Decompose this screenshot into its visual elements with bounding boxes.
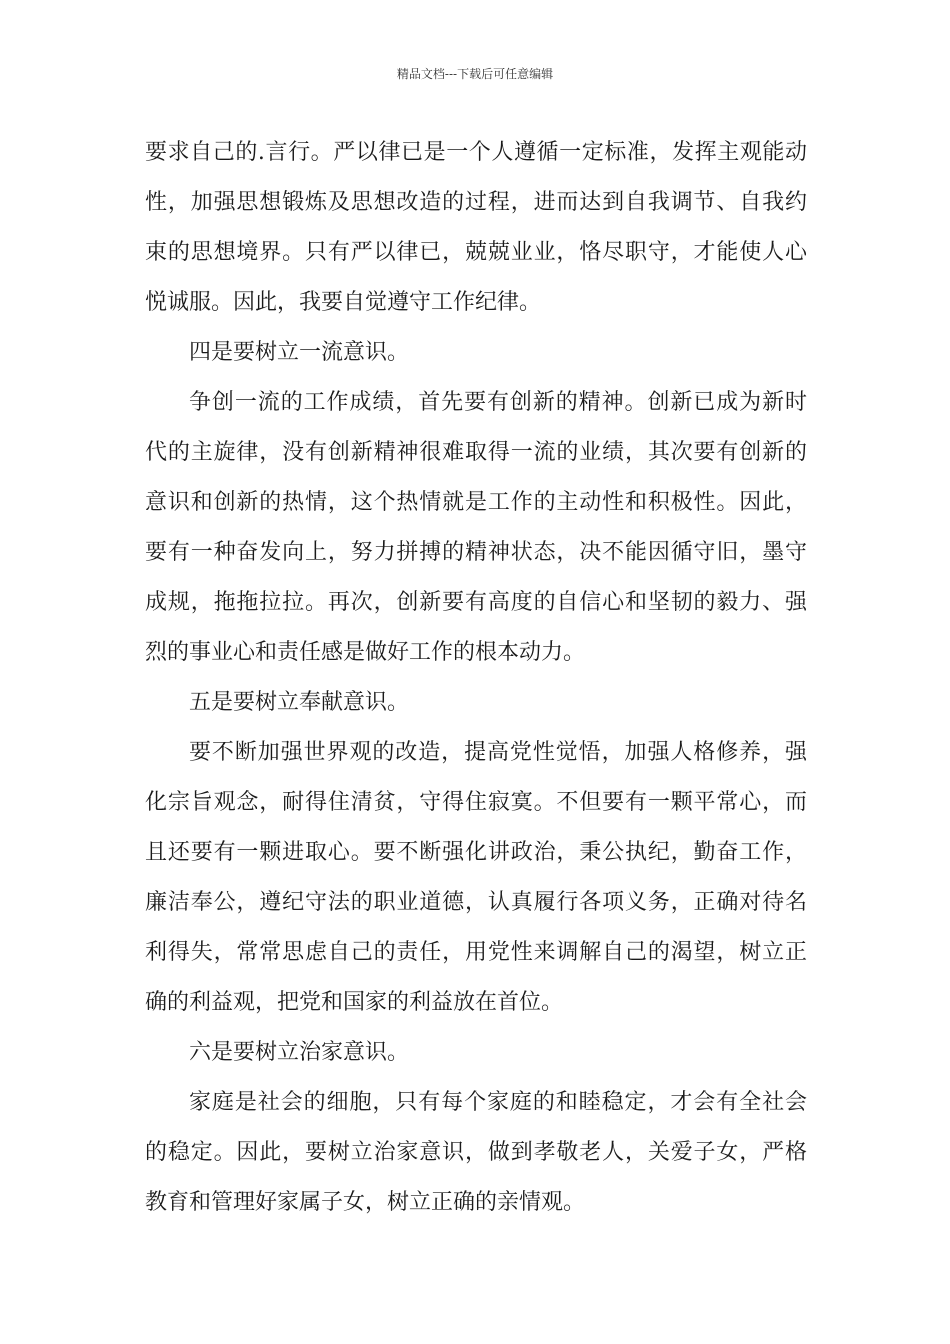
text-line: 的稳定。因此，要树立治家意识，做到孝敬老人，关爱子女，严格 [145,1140,807,1165]
text-line: 廉洁奉公，遵纪守法的职业道德，认真履行各项义务，正确对待名 [145,890,807,915]
text-line: 性，加强思想锻炼及思想改造的过程，进而达到自我调节、自我约 [145,190,807,215]
text-line: 束的思想境界。只有严以律已，兢兢业业，恪尽职守，才能使人心 [145,240,807,265]
text-line: 六是要树立治家意识。 [189,1040,410,1065]
text-line: 利得失，常常思虑自己的责任，用党性来调解自己的渴望，树立正 [145,940,807,965]
body-text [145,128,807,1228]
page-header: 精品文档---下载后可任意编辑 [396,67,554,81]
text-line: 五是要树立奉献意识。 [189,690,410,715]
text-line: 确的利益观，把党和国家的利益放在首位。 [145,990,564,1015]
text-line: 且还要有一颗进取心。要不断强化讲政治，秉公执纪，勤奋工作， [145,840,807,865]
text-line: 要求自己的.言行。严以律已是一个人遵循一定标准，发挥主观能动 [145,140,807,165]
text-line: 意识和创新的热情，这个热情就是工作的主动性和积极性。因此， [145,490,807,515]
text-line: 烈的事业心和责任感是做好工作的根本动力。 [145,640,586,665]
text-line: 争创一流的工作成绩，首先要有创新的精神。创新已成为新时 [189,390,807,415]
text-line: 教育和管理好家属子女，树立正确的亲情观。 [145,1190,586,1215]
text-line: 悦诚服。因此，我要自觉遵守工作纪律。 [145,290,542,315]
text-line: 化宗旨观念，耐得住清贫，守得住寂寞。不但要有一颗平常心，而 [145,790,807,815]
text-line: 代的主旋律，没有创新精神很难取得一流的业绩，其次要有创新的 [145,440,807,465]
text-line: 要不断加强世界观的改造，提高党性觉悟，加强人格修养，强 [189,740,807,765]
text-line: 成规，拖拖拉拉。再次，创新要有高度的自信心和坚韧的毅力、强 [145,590,807,615]
text-line: 家庭是社会的细胞，只有每个家庭的和睦稳定，才会有全社会 [189,1090,807,1115]
text-line: 要有一种奋发向上，努力拼搏的精神状态，决不能因循守旧，墨守 [145,540,807,565]
text-line: 四是要树立一流意识。 [189,340,410,365]
